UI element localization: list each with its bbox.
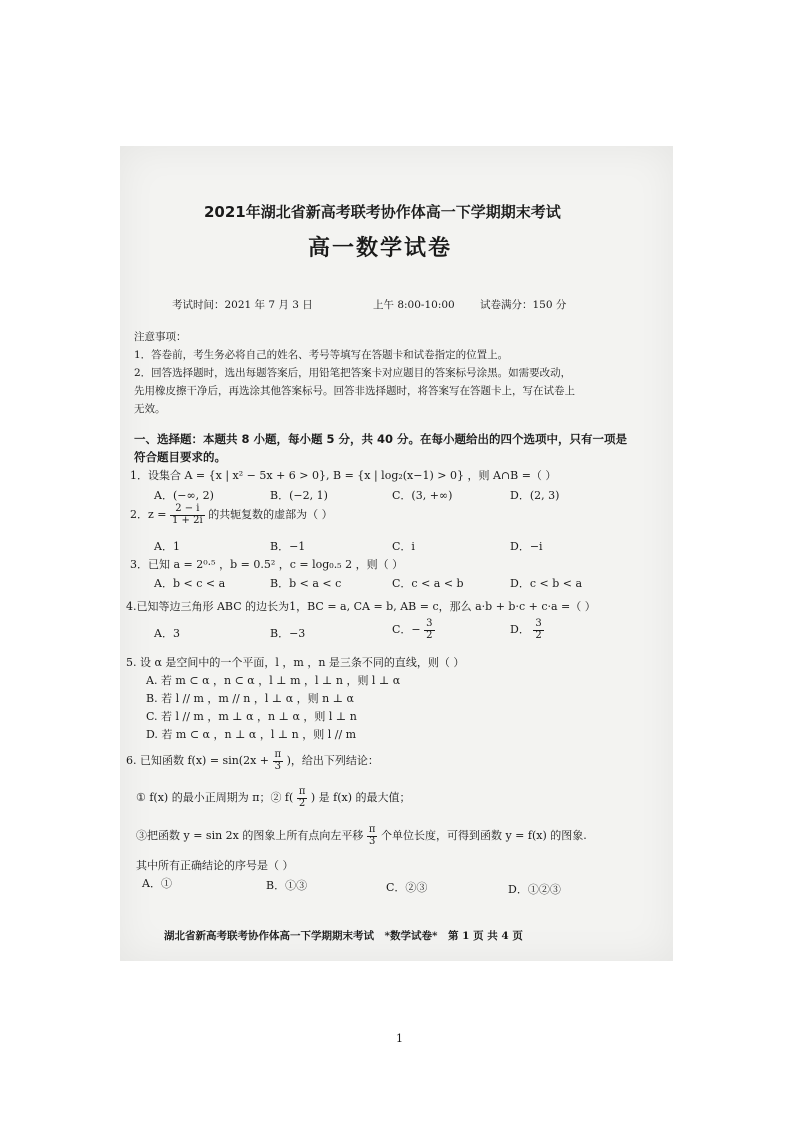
question-2-stem: 2．z = $\frac{2 - i}{1 + 2i}$ 的共轭复数的虚部为（ ） <box>130 503 333 526</box>
fraction: $\frac{\pi}{2}$ <box>298 786 306 809</box>
question-1-option-a: A．(−∞, 2) <box>154 489 214 502</box>
question-3-option-c: C．c < a < b <box>392 577 464 590</box>
exam-session: 上午 8:00-10:00 <box>373 299 455 311</box>
question-4-stem: 4.已知等边三角形 ABC 的边长为1，BC = a, CA = b, AB = c，那么 a·b + b·c + c·a =（ ） <box>126 600 596 613</box>
question-4-option-a: A．3 <box>154 627 180 640</box>
question-3-option-d: D．c < b < a <box>510 577 582 590</box>
question-3-stem: 3．已知 a = 2⁰·⁵ ，b = 0.5² ，c = log₀.₅ 2 ，则（ ） <box>130 558 404 571</box>
exam-time: 考试时间：2021 年 7 月 3 日 <box>172 299 313 311</box>
question-1-option-c: C．(3, +∞) <box>392 489 453 502</box>
question-2-option-b: B．−1 <box>270 540 306 553</box>
question-1-stem: 1．设集合 A = {x | x² − 5x + 6 > 0}, B = {x | log₂(x−1) > 0} ，则 A∩B =（ ） <box>130 469 557 482</box>
question-6-stem: 6. 已知函数 f(x) = sin(2x + $\frac{\pi}{3}$ )，给出下列结论： <box>126 749 379 772</box>
fraction: $\frac{\pi}{3}$ <box>274 749 282 772</box>
question-6-option-d: D．①②③ <box>508 883 561 896</box>
exam-sheet <box>120 146 673 961</box>
question-6-conclusion-3: ③把函数 y = sin 2x 的图象上所有点向左平移 $\frac{\pi}{3}$ 个单位长度，可得到函数 y = f(x) 的图象. <box>136 824 587 847</box>
question-5-stem: 5. 设 α 是空间中的一个平面，l ，m ，n 是三条不同的直线，则（ ） <box>126 656 465 669</box>
question-6-option-a: A．① <box>142 877 172 890</box>
question-4-option-d: D． $\frac{3}{2}$ <box>510 618 542 641</box>
question-5-option-a: A. 若 m ⊂ α ，n ⊂ α ，l ⊥ m ，l ⊥ n ，则 l ⊥ α <box>146 674 401 687</box>
question-4-option-c: C．− $\frac{3}{2}$ <box>392 618 433 641</box>
notes-line: 先用橡皮擦干净后，再选涂其他答案标号。回答非选择题时，将答案写在答题卡上，写在试卷上 <box>134 385 575 397</box>
fraction: $\frac{\pi}{3}$ <box>368 824 376 847</box>
page-number: 1 <box>396 1032 403 1045</box>
question-6-option-b: B．①③ <box>266 879 308 892</box>
question-6-conclusion-1-2: ① f(x) 的最小正周期为 π；② f( $\frac{\pi}{2}$ ) 是 f(x) 的最大值； <box>136 786 411 809</box>
question-1-option-b: B．(−2, 1) <box>270 489 328 502</box>
section-heading: 一、选择题：本题共 8 小题，每小题 5 分，共 40 分。在每小题给出的四个选项中，只有一项是 <box>134 432 628 446</box>
fraction: $\frac{3}{2}$ <box>426 618 433 641</box>
question-2-option-a: A．1 <box>154 540 180 553</box>
question-3-option-b: B．b < a < c <box>270 577 342 590</box>
question-6-option-c: C．②③ <box>386 881 428 894</box>
fraction: $\frac{3}{2}$ <box>535 618 542 641</box>
question-5-option-b: B. 若 l // m ，m // n ，l ⊥ α ，则 n ⊥ α <box>146 692 354 705</box>
section-heading: 符合题目要求的。 <box>134 450 226 464</box>
exam-score: 试卷满分：150 分 <box>480 299 567 311</box>
notes-line: 2．回答选择题时，选出每题答案后，用铅笔把答案卡对应题目的答案标号涂黑。如需要改动， <box>134 367 572 379</box>
page-footer: 湖北省新高考联考协作体高一下学期期末考试 *数学试卷* 第 1 页 共 4 页 <box>164 930 523 942</box>
question-5-option-c: C. 若 l // m ，m ⊥ α ，n ⊥ α ，则 l ⊥ n <box>146 710 357 723</box>
question-6-ask: 其中所有正确结论的序号是（ ） <box>136 859 294 872</box>
notes-line: 无效。 <box>134 403 166 415</box>
question-4-option-b: B．−3 <box>270 627 306 640</box>
question-5-option-d: D. 若 m ⊂ α ，n ⊥ α ，l ⊥ n ，则 l // m <box>146 728 357 741</box>
question-3-option-a: A．b < c < a <box>154 577 226 590</box>
notes-line: 1．答卷前，考生务必将自己的姓名、考号等填写在答题卡和试卷指定的位置上。 <box>134 349 509 361</box>
fraction: $\frac{2 - i}{1 + 2i}$ <box>172 503 203 526</box>
question-2-option-c: C．i <box>392 540 415 553</box>
notes-heading: 注意事项： <box>134 331 187 343</box>
exam-title: 2021年湖北省新高考联考协作体高一下学期期末考试 <box>204 203 561 221</box>
exam-subtitle: 高一数学试卷 <box>308 236 453 261</box>
question-1-option-d: D．(2, 3) <box>510 489 560 502</box>
question-2-option-d: D．−i <box>510 540 543 553</box>
